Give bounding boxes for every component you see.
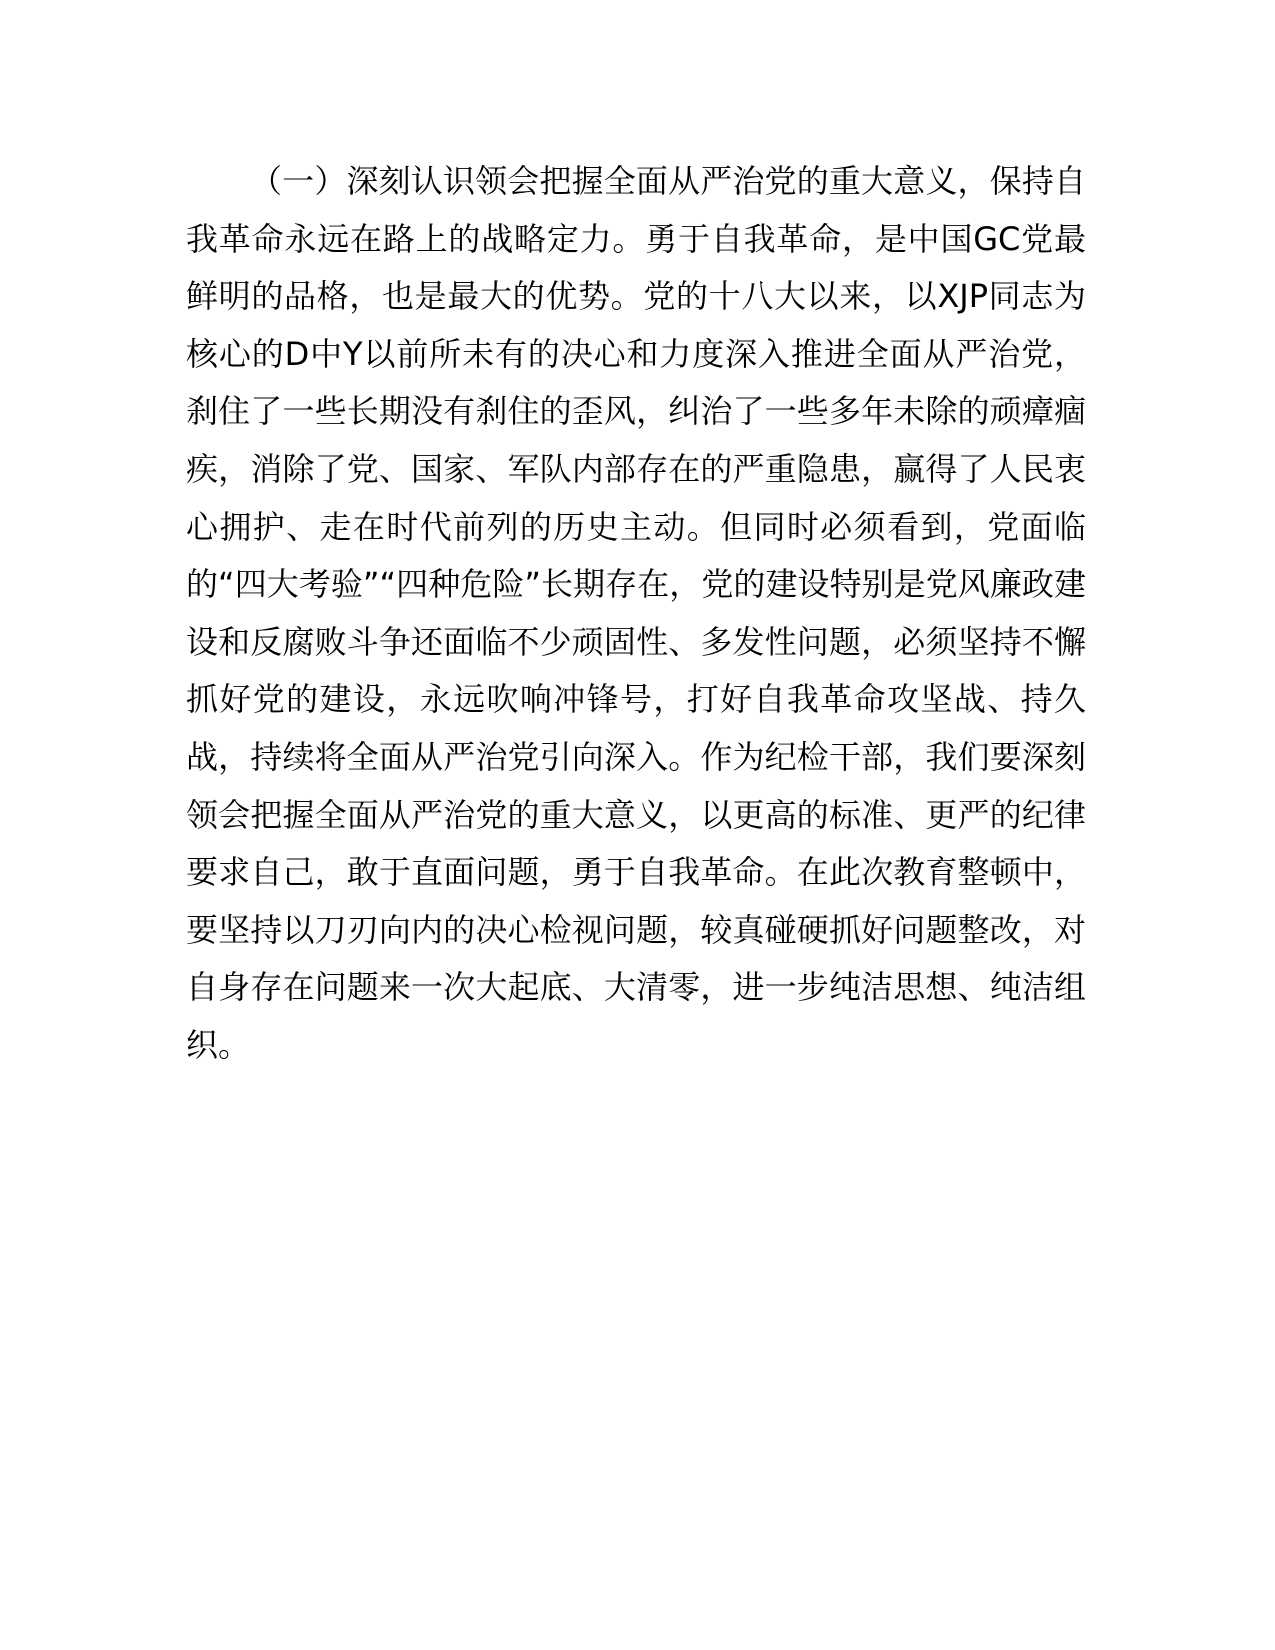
body-paragraph: （一）深刻认识领会把握全面从严治党的重大意义，保持自我革命永远在路上的战略定力。勇于自我革命，是中国GC党最鲜明的品格，也是最大的优势。党的十八大以来，以XJP同志为核心的D中Y以前所未有的决心和力度深入推进全面从严治党，刹住了一些长期没有刹住的歪风，纠治了一些多年未除的顽瘴痼疾，消除了党、国家、军队内部存在的严重隐患，赢得了人民衷心拥护、走在时代前列的历史主动。但同时必须看到，党面临的“四大考验”“四种危险”长期存在，党的建设特别是党风廉政建设和反腐败斗争还面临不少顽固性、多发性问题，必须坚持不懈抓好党的建设，永远吹响冲锋号，打好自我革命攻坚战、持久战，持续将全面从严治党引向深入。作为纪检干部，我们要深刻领会把握全面从严治党的重大意义，以更高的标准、更严的纪律要求自己，敢于直面问题，勇于自我革命。在此次教育整顿中，要坚持以刀刃向内的决心检视问题，较真碰硬抓好问题整改，对自身存在问题来一次大起底、大清零，进一步纯洁思想、纯洁组织。 <box>186 162 1086 1064</box>
